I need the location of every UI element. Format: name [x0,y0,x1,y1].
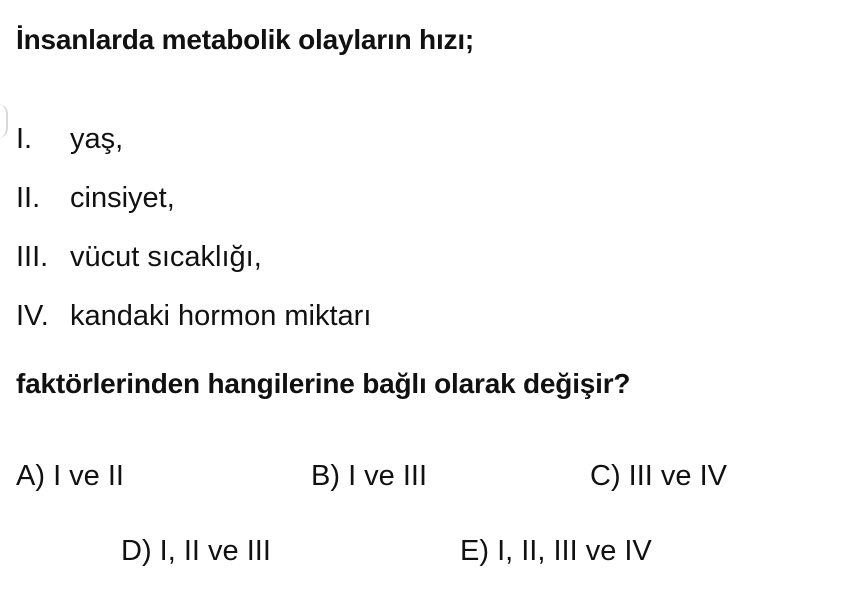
option-text: I ve III [348,460,428,492]
factor-text: kandaki hormon miktarı [70,300,372,332]
answer-option-b[interactable] [311,462,427,491]
factor-numeral: III. [16,241,49,273]
question-stem: İnsanlarda metabolik olayların hızı; [16,24,475,55]
option-text: I, II ve III [159,535,271,567]
answer-option-a[interactable] [16,462,124,491]
factor-item [16,169,371,228]
answer-option-e[interactable] [460,537,652,566]
answer-option-c[interactable] [590,462,727,491]
option-text: I, II, III ve IV [497,535,652,567]
factor-text: yaş, [70,123,124,155]
factor-numeral: I. [16,123,33,155]
option-letter: E) [460,535,489,567]
answer-option-d[interactable] [121,537,271,566]
factor-item [16,228,371,287]
option-letter: B) [311,460,340,492]
question-end: faktörlerinden hangilerine bağlı olarak değişir? [16,368,631,399]
option-text: III ve IV [628,460,727,492]
option-text: I ve II [53,460,124,492]
page-edge-mark [0,104,8,138]
option-letter: D) [121,535,152,567]
factor-text: vücut sıcaklığı, [70,241,262,273]
factor-text: cinsiyet, [70,182,175,214]
factor-item [16,287,371,346]
option-letter: C) [590,460,621,492]
factor-numeral: II. [16,182,41,214]
factor-list [16,110,371,346]
option-letter: A) [16,460,45,492]
factor-numeral: IV. [16,300,49,332]
factor-item [16,110,371,169]
